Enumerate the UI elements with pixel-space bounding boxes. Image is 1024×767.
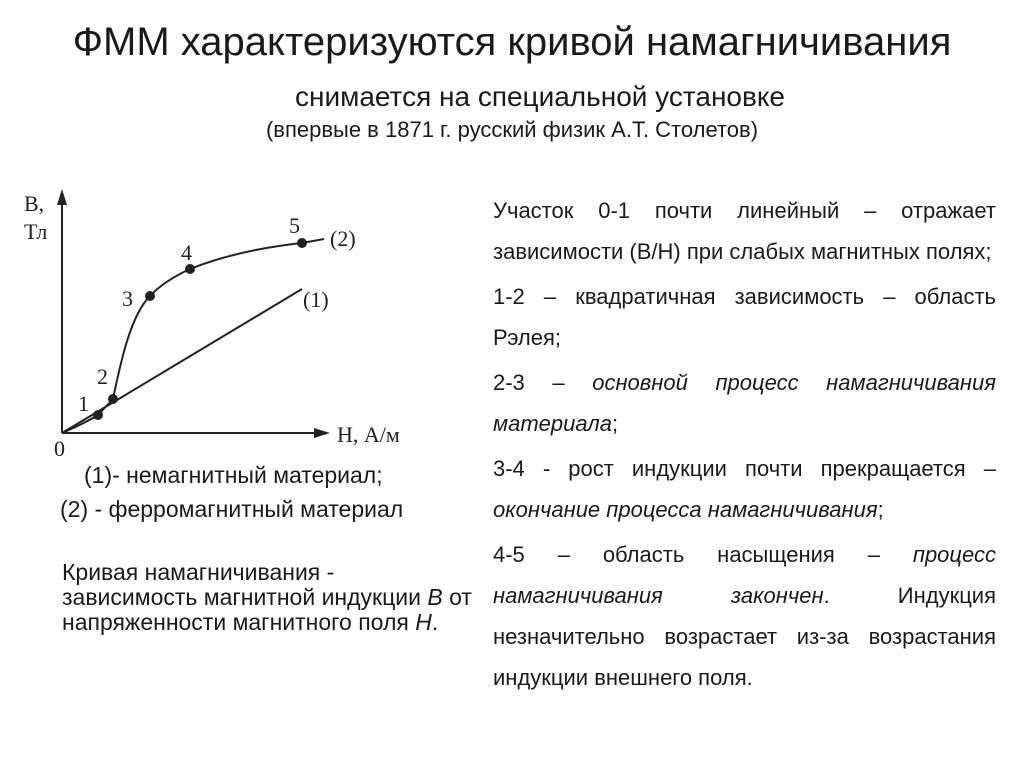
point-2 xyxy=(108,394,118,404)
point-4 xyxy=(185,264,195,274)
desc-4-5-end: . Индукция незначительно возрастает из-за возрастания индукции внешнего поля. xyxy=(493,583,997,690)
desc-segment-4-5 xyxy=(493,534,996,698)
legend-curve-1: (1)- немагнитный материал; xyxy=(84,462,383,488)
desc-4-5-italic: процесс намагничивания закончен xyxy=(493,542,996,608)
point-1 xyxy=(93,410,103,420)
point-3 xyxy=(145,291,155,301)
historical-note: (впервые в 1871 г. русский физик А.Т. Столетов) xyxy=(265,117,759,142)
desc-2-3-end: ; xyxy=(611,411,619,436)
y-axis-arrow xyxy=(57,189,67,205)
desc-segment-1-2: 1-2 – квадратичная зависимость – область Рэлея; xyxy=(493,284,996,350)
magnetization-graph xyxy=(0,175,480,465)
caption-text-1: Кривая намагничивания - зависимость магнитной индукции xyxy=(62,559,428,610)
point-1-label: 1 xyxy=(78,391,89,416)
desc-segment-3-4 xyxy=(493,448,996,530)
curve-legend xyxy=(60,458,403,526)
x-axis-arrow xyxy=(314,428,330,438)
point-5 xyxy=(297,238,307,248)
point-5-label: 5 xyxy=(289,213,300,238)
caption-var-h: H xyxy=(415,609,432,635)
slide-subtitle: снимается на специальной установке xyxy=(294,81,785,112)
legend-curve-2: (2) - ферромагнитный материал xyxy=(60,496,404,522)
caption-text-3: . xyxy=(431,609,439,635)
curve-definition xyxy=(62,560,472,635)
desc-segment-2-3 xyxy=(493,362,996,444)
caption-text-2: от напряженности магнитного поля xyxy=(62,584,472,635)
desc-3-4-italic: – окончание процесса намагничивания xyxy=(493,456,996,522)
point-4-label: 4 xyxy=(181,240,192,265)
desc-4-5-plain: 4-5 – область насыщения – xyxy=(493,542,913,567)
desc-3-4-plain: 3-4 - рост индукции почти прекращается xyxy=(493,456,984,481)
point-2-label: 2 xyxy=(97,364,108,389)
slide-title: ФММ характеризуются кривой намагничивания xyxy=(72,20,952,64)
y-axis-label-b: B, xyxy=(24,191,45,216)
desc-segment-0-1: Участок 0-1 почти линейный – отражает зависимости (В/Н) при слабых магнитных полях; xyxy=(493,198,996,264)
caption-var-b: B xyxy=(427,584,443,610)
curve-1-label: (1) xyxy=(303,287,329,312)
point-3-label: 3 xyxy=(122,286,133,311)
desc-2-3-italic: основной процесс намагничивания материала xyxy=(493,370,996,436)
desc-2-3-plain: 2-3 – xyxy=(493,370,593,395)
segment-descriptions xyxy=(493,190,996,702)
origin-label: 0 xyxy=(54,436,65,461)
y-axis-label-unit: Тл xyxy=(24,219,48,244)
curve-2-label: (2) xyxy=(330,226,356,251)
x-axis-label: H, А/м xyxy=(337,422,400,447)
desc-3-4-end: ; xyxy=(877,497,884,522)
